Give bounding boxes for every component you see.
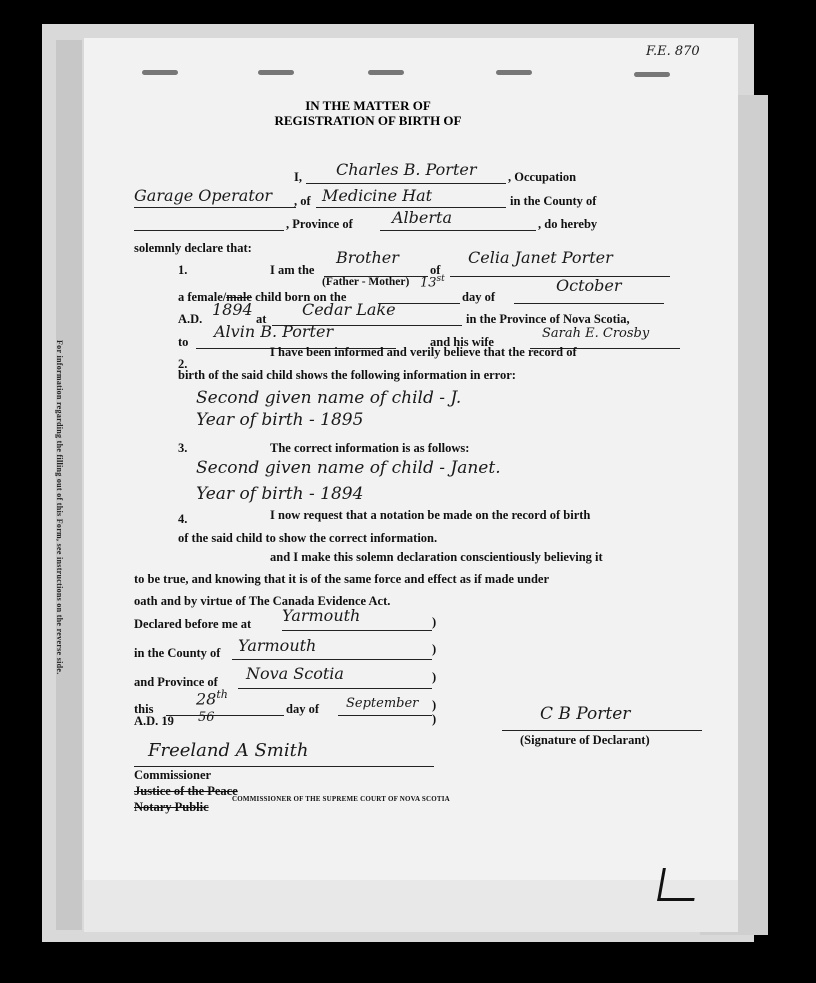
underline (238, 688, 432, 689)
of-label-2: of (430, 263, 441, 277)
item2-text: I have been informed and verily believe that the record of (270, 345, 577, 359)
side-instructions: For information regarding the filling out of this Form, see instructions on the reverse side. (55, 340, 64, 675)
clip-mark (634, 72, 670, 77)
county-value: Yarmouth (238, 636, 317, 655)
underline (134, 207, 296, 208)
to-label: to (178, 335, 189, 349)
item4-text-2: of the said child to show the correct information. (178, 531, 438, 545)
father-name: Alvin B. Porter (214, 322, 334, 341)
signature-line (502, 730, 702, 731)
ad-label-2: A.D. 19 (134, 714, 174, 728)
item3-number: 3. (178, 441, 188, 455)
commissioner-label: Commissioner (134, 768, 212, 782)
father-mother-hint: (Father - Mother) (322, 276, 410, 288)
clip-mark (258, 70, 294, 75)
male-struck: male (226, 290, 252, 304)
file-reference: F.E. 870 (646, 44, 700, 59)
hereby-label: , do hereby (538, 217, 598, 231)
sign-year: 56 (198, 710, 215, 725)
item2-number: 2. (178, 357, 188, 371)
declaration-line-3: oath and by virtue of The Canada Evidence Act. (134, 594, 391, 608)
notary-label: Notary Public (134, 800, 209, 814)
child-name: Celia Janet Porter (468, 248, 613, 267)
justice-label: Justice of the Peace (134, 784, 238, 798)
item1-number: 1. (178, 263, 188, 277)
and-his-wife: and his wife (430, 335, 494, 349)
at-label: at (256, 312, 267, 326)
province-ns-value: Nova Scotia (246, 664, 344, 683)
underlying-document-strip (84, 880, 738, 932)
i-am-the: I am the (270, 263, 315, 277)
item2-text-2: birth of the said child shows the following information in error: (178, 368, 516, 382)
day-of-label: day of (462, 290, 495, 304)
birth-month: October (556, 276, 622, 295)
sign-day: 28th (196, 688, 228, 709)
item4-text: I now request that a notation be made on the record of birth (270, 508, 591, 522)
occupation-label: , Occupation (508, 170, 577, 184)
form-title-line1: IN THE MATTER OF (305, 98, 431, 113)
form-title-line2: REGISTRATION OF BIRTH OF (274, 113, 462, 128)
commissioner-signature: Freeland A Smith (148, 740, 309, 761)
mother-name: Sarah E. Crosby (542, 326, 650, 341)
commissioner-stamp: COMMISSIONER OF THE SUPREME COURT OF NOVA SCOTIA (232, 795, 450, 803)
declaration-line-1: and I make this solemn declaration conscientiously believing it (270, 550, 603, 564)
underline (338, 715, 432, 716)
declared-before-label: Declared before me at (134, 617, 252, 631)
birth-place: Cedar Lake (302, 300, 396, 319)
declared-at-value: Yarmouth (282, 606, 361, 625)
county-label: in the County of (510, 194, 597, 208)
error-line-2: Year of birth - 1895 (196, 410, 364, 430)
declaration-line-2: to be true, and knowing that it is of the same force and effect as if made under (134, 572, 550, 586)
underline (306, 183, 506, 184)
underline (380, 230, 536, 231)
bracket: ) (432, 615, 437, 629)
day-of-label-2: day of (286, 702, 319, 716)
signature-label: (Signature of Declarant) (520, 733, 650, 747)
item4-number: 4. (178, 512, 188, 526)
place-value: Medicine Hat (322, 186, 433, 205)
bracket: ) (432, 698, 437, 712)
underline (134, 230, 284, 231)
province-ns-label: in the Province of Nova Scotia, (466, 312, 630, 326)
female-label: a female/ (178, 290, 227, 304)
correct-line-1: Second given name of child - Janet. (196, 458, 501, 478)
error-line-1: Second given name of child - J. (196, 388, 462, 408)
in-county-label: in the County of (134, 646, 221, 660)
correct-line-2: Year of birth - 1894 (196, 484, 364, 504)
birth-year: 1894 (212, 300, 253, 319)
clip-mark (496, 70, 532, 75)
occupation-value: Garage Operator (134, 186, 273, 205)
ad-label: A.D. (178, 312, 203, 326)
clip-mark (142, 70, 178, 75)
item3-text: The correct information is as follows: (270, 441, 470, 455)
solemnly-label: solemnly declare that: (134, 241, 252, 255)
province-value: Alberta (392, 208, 452, 227)
declarant-name: Charles B. Porter (336, 160, 477, 179)
signature-line (134, 766, 434, 767)
underline (282, 630, 432, 631)
relation-value: Brother (336, 248, 399, 267)
bracket: ) (432, 670, 437, 684)
clip-mark (368, 70, 404, 75)
underline (166, 715, 284, 716)
birth-day: 13st (420, 274, 445, 291)
bracket: ) (432, 642, 437, 656)
this-label: this (134, 702, 154, 716)
i-label: I, (294, 170, 302, 184)
underline (514, 303, 664, 304)
child-born-label: child born on the (251, 290, 347, 304)
province-label: , Province of (286, 217, 353, 231)
sign-month: September (346, 696, 419, 711)
bottom-right-fold (657, 868, 700, 901)
bracket: ) (432, 712, 437, 726)
declarant-signature: C B Porter (540, 704, 631, 724)
of-label: , of (294, 194, 311, 208)
underline (232, 659, 432, 660)
and-province-label: and Province of (134, 675, 218, 689)
